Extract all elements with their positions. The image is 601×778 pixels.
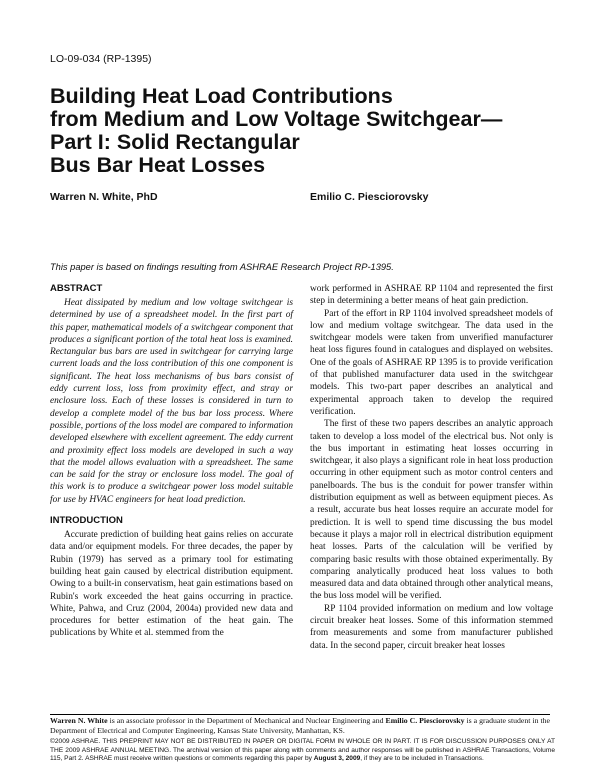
paper-title	[50, 85, 570, 177]
author-footnote	[50, 716, 550, 736]
introduction-paragraph: Accurate prediction of building heat gains relies on accurate data and/or equipment models. For three decades, the paper by Rubin (1979) has served as a primary tool for estimating building heat gain caused by electrical distribution equipment. Owing to a built-in conservatism, heat gain estimations based on Rubin's work exceeded the heat gains occurring in practice. White, Pahwa, and Cruz (2004, 2004a) provided new data and procedures for better estimation of the heat gain. The publications by White et al. stemmed from the	[50, 530, 293, 639]
copyright-notice	[50, 738, 555, 764]
body-paragraph: Part of the effort in RP 1104 involved spreadsheet models of low and medium voltage switchgear. The data used in the switchgear models were taken from unverified manufacturer heat loss figures found in catalogues and displayed on websites. One of the goals of ASHRAE RP 1395 is to provide verification of that published manufacturer data used in the switchgear models. This two-part paper describes an analytical and experimental approach taken to develop the required verification.	[310, 308, 553, 417]
abstract-heading: ABSTRACT	[50, 283, 103, 294]
continued-paragraph: work performed in ASHRAE RP 1104 and represented the first step in determining a better means of heat gain prediction.	[310, 284, 553, 307]
author-white: Warren N. White, PhD	[50, 191, 158, 203]
body-paragraph: RP 1104 provided information on medium and low voltage circuit breaker heat losses. Some of this information stemmed from measurements and some from manufacturer published data. In the second paper, circuit breaker heat losses	[310, 603, 553, 651]
footnote-author-name: Emilio C. Piesciorovsky	[385, 716, 465, 725]
footnote-text: is an associate professor in the Department of Mechanical and Nuclear Engineering and	[107, 716, 386, 725]
introduction-heading: INTRODUCTION	[50, 515, 123, 527]
title-line: Bus Bar Heat Losses	[50, 153, 266, 177]
abstract-text: Heat dissipated by medium and low voltage switchgear is determined by use of a spreadsheet model. In the first part of this paper, mathematical models of a switchgear component that produces a significant portion of the total heat loss is examined. Rectangular bus bars are used in switchgear for carrying large current loads and the loss contribution of this one component is significant. The heat loss mechanisms of bus bars consist of eddy current loss, loss from proximity effect, and stray or enclosure loss. Each of these losses is considered in turn to develop a complete model of the bus bar loss process. Where possible, portions of the loss model are compared to information developed elsewhere with excellent agreement. The eddy current and proximity effect loss models are developed in such a way that the model allows evaluation with a spreadsheet. The same can be said for the stray or enclosure loss model. The goal of this work is to produce a switchgear power loss model suitable for use by HVAC engineers for heat load prediction.	[50, 298, 293, 505]
research-project-note: This paper is based on findings resulting from ASHRAE Research Project RP-1395.	[50, 262, 394, 272]
body-paragraph: The first of these two papers describes an analytic approach taken to develop a loss model of the electrical bus. Not only is the bus important in estimating heat losses occurring in switchgear, it also plays a significant role in heat loss production occurring in other equipment such as motor control centers and panelboards. The bus is the conduit for power transfer within distribution equipment as well as between equipment pieces. As a result, accurate bus heat losses require an accurate model for prediction. It is well to spend time discussing the bus model because it plays a major roll in electrical distribution equipment heat losses. Parts of the calculation will be verified by comparing basic results with those obtained experimentally. By comparing analytically produced heat loss values to both measured data and data obtained through other analytical means, the bus loss model will be verified.	[310, 419, 553, 602]
author-piesciorovsky: Emilio C. Piesciorovsky	[310, 191, 429, 203]
title-line: Part I: Solid Rectangular	[50, 130, 300, 154]
copyright-text: , if they are to be included in Transactions.	[360, 755, 484, 762]
right-column	[310, 283, 553, 652]
paper-id: LO-09-034 (RP-1395)	[50, 53, 152, 65]
footnote-author-name: Warren N. White	[50, 716, 108, 725]
title-line: Building Heat Load Contributions	[50, 84, 393, 108]
footnote-divider	[50, 714, 550, 715]
left-column	[50, 283, 293, 640]
comment-deadline: August 3, 2009	[313, 755, 361, 762]
footnote-text: is a graduate student in the Department of Electrical and Computer Engineering, Kansas State University, Manhattan, KS.	[50, 716, 550, 735]
title-line: from Medium and Low Voltage Switchgear—	[50, 107, 503, 131]
copyright-text: ©2009 ASHRAE. THIS PREPRINT MAY NOT BE DISTRIBUTED IN PAPER OR DIGITAL FORM IN WHOLE OR IN PART. IT IS FOR DISCUSSION PURPOSES ONLY AT THE 2009 ASHRAE ANNUAL MEETING. The archival version of this paper along with comments and author responses will be published in ASHRAE Transactions, Volume 115, Part 2. ASHRAE must receive written questions or comments regarding this paper by	[50, 738, 555, 762]
